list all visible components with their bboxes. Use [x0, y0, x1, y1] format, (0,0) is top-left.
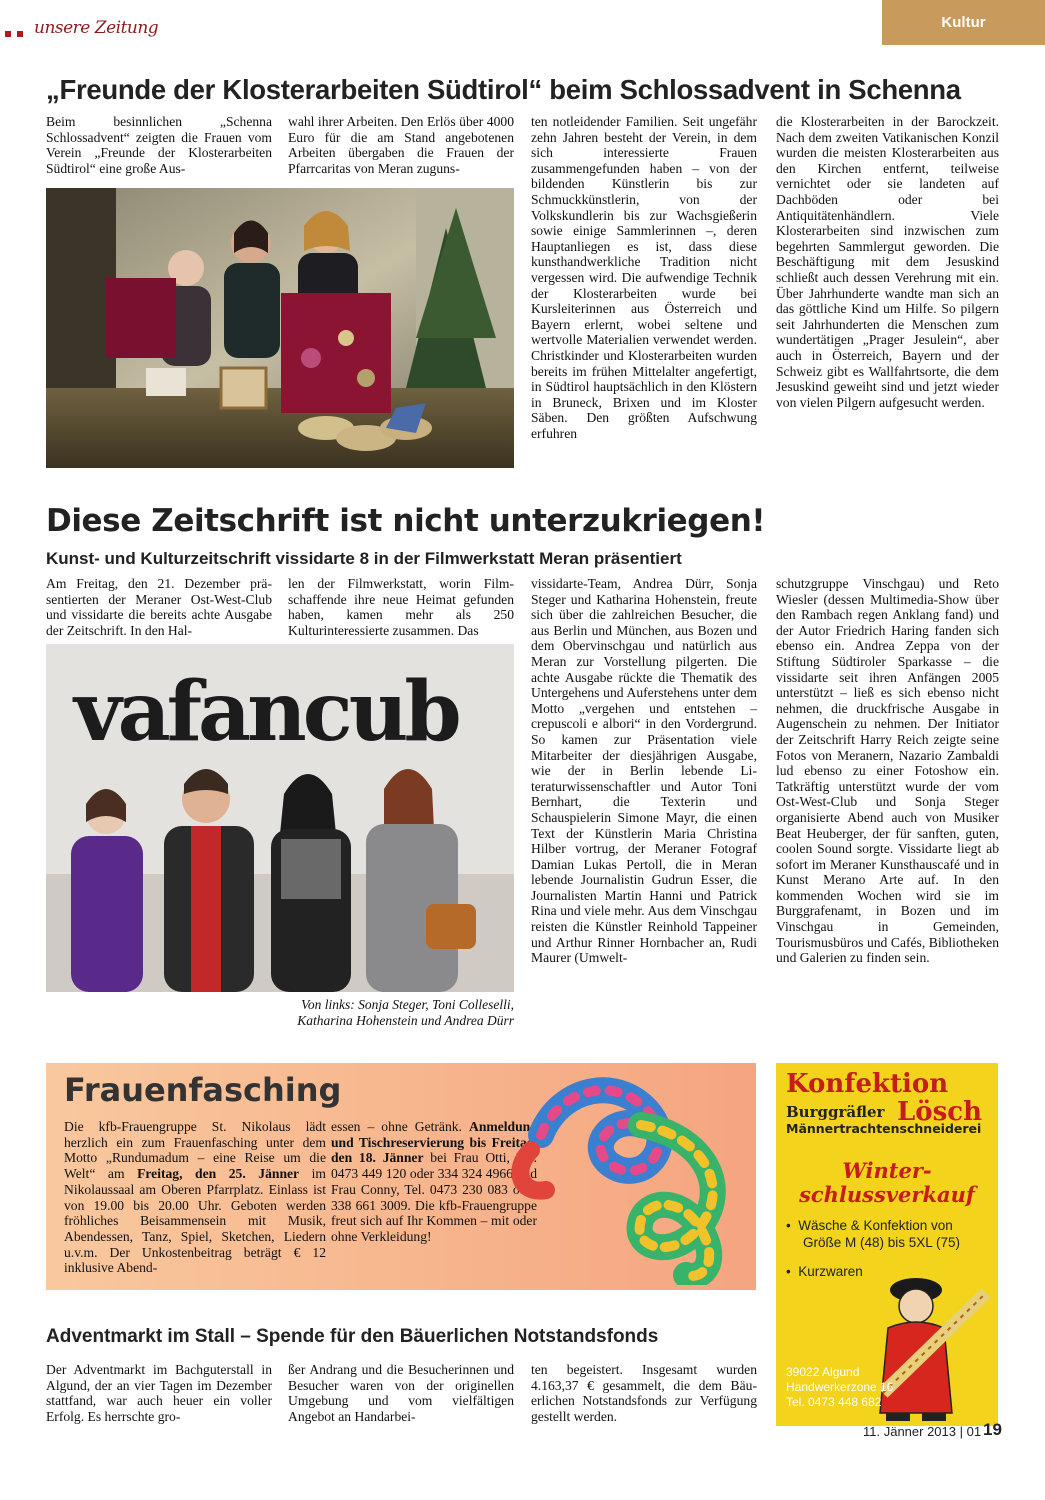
section-tab: Kultur [882, 0, 1045, 45]
ad-loesch: Lösch [897, 1097, 982, 1127]
ad-addr3: Tel. 0473 448 682 [786, 1395, 882, 1409]
ad-item1b: Größe M (48) bis 5XL (75) [803, 1235, 961, 1250]
filmwerkstatt-photo [46, 644, 514, 992]
caption-line2: Katharina Hohenstein und Andrea Dürr [297, 1013, 514, 1028]
masthead-logo: unsere Zeitung [34, 18, 159, 38]
article3-title: Adventmarkt im Stall – Spende für den Bäuerlichen Notstandsfonds [46, 1326, 659, 1347]
fasching-registration: Anmeldung und Tischreservierung bis Freitag, den 18. Jänner [331, 1119, 537, 1166]
article3-col1: Der Adventmarkt im Bachguterstall in Algund, der an vier Tagen im Dezember stattfand, war auch heuer ein voller Erfolg. Es herrschte gro- [46, 1362, 272, 1424]
fasching-text-e: bei Frau Otti, Tel. 0473 449 120 oder 334 324 4966 und Frau Conny, Tel. 0473 230 083 oder 338 661 3009. Die kfb-Frauengruppe freut sich auf Ihr Kommen – mit oder ohne Verkleidung! [331, 1150, 538, 1244]
masthead-square [5, 31, 11, 37]
article3-col3: ten begeistert. Insgesamt wurden 4.163,37 € gesammelt, die dem Bäuerlichen Notstandsfonds zur Verfügung gestellt werden. [531, 1362, 757, 1424]
fasching-text-c: im Nikolaussaal am Oberen Pfarrplatz. Einlass ist von 19.00 bis 20.00 Uhr. Geboten werden fröhliches Beisammensein mit Musik, Abendessen, Tanz, Spiel, Sketchen, Liedern u.v.m. Der Unkostenbeitrag beträgt € 12 inklusive Abend- [64, 1166, 326, 1276]
ad-item1a: Wäsche & Konfektion von [798, 1218, 953, 1233]
article2-title: Diese Zeitschrift ist nicht unterzukriegen! [46, 503, 766, 539]
fasching-date: Freitag, den 25. Jänner [137, 1166, 300, 1182]
ad-burggraefler: Burggräfler [786, 1103, 885, 1121]
article2-subtitle: Kunst- und Kulturzeitschrift vissidarte 8 in der Filmwerkstatt Meran präsentiert [46, 549, 682, 568]
article3-col2: ßer Andrang und die Besucherinnen und Besucher waren von der originellen Umgebung und vom vielfältigen Angebot an Handarbei- [288, 1362, 514, 1424]
ad-item2: Kurzwaren [798, 1264, 863, 1279]
ad-address [786, 1365, 893, 1410]
klosterarbeiten-photo [46, 188, 514, 468]
ad-list-item-cont [786, 1234, 960, 1251]
ad-sale-line1: Winter- [842, 1158, 932, 1183]
article1-col2: wahl ihrer Arbeiten. Den Erlös über 4000 Euro für die am Stand angebotenen Arbeiten übergaben die Frauen der Pfarrcaritas von Meran zuguns- [288, 114, 514, 176]
ad-sale-line2: schlussverkauf [799, 1182, 975, 1207]
fasching-text-a: Die kfb-Frauengruppe St. Nikolaus lädt herzlich ein zum Frauenfasching unter dem Motto „Rundumadum – eine Reise um die Welt“ am [64, 1119, 326, 1182]
fasching-text-d: essen – ohne Getränk. [331, 1119, 469, 1134]
photo-caption [220, 997, 514, 1029]
article1-title: „Freunde der Klosterarbeiten Südtirol“ beim Schlossadvent in Schenna [46, 74, 961, 105]
ad-subtitle: Männertrachtenschneiderei [786, 1121, 982, 1136]
caption-line1: Von links: Sonja Steger, Toni Colleselli, [301, 997, 514, 1012]
vafancub-sign: vafancub [74, 664, 458, 760]
frauenfasching-title: Frauenfasching [64, 1071, 342, 1109]
ad-list-item: • Kurzwaren [786, 1264, 863, 1279]
konfektion-loesch-ad [776, 1063, 998, 1426]
streamer-illustration [501, 1075, 751, 1285]
ad-sale-heading [776, 1159, 998, 1207]
article1-col1: Beim besinnlichen „Schenna Schlossadvent“ zeigten die Frauen vom Verein „Freunde der Klosterarbeiten Südtirol“ eine große Aus- [46, 114, 272, 176]
ad-konfektion: Konfektion [786, 1069, 949, 1099]
ad-addr1: 39022 Algund [786, 1365, 860, 1379]
article2-col3: vissidarte-Team, Andrea Dürr, Sonja Steger und Katharina Hohenstein, freute sich über die zahlreichen Besucher, die aus Berlin und München, aus Bozen und dem Obervinschgau und natürlich aus Meran zur Vorstellung pilgerten. Die achte Ausgabe rückte die Thematik des Untergehens und Auferstehens unter dem Motto „vergehen und entstehen – crepuscoli e albori“ in den Vordergrund. So kamen zur Präsentation viele Mitarbeiter der diesjährigen Ausgabe, wie der in Berlin lebende Literaturwissenschaftler und Autor Toni Bernhart, die Texterin und Schauspielerin Simone Mayr, die einen Text der Künstlerin Maria Christina Hilber vortrug, der Meraner Fotograf Damian Lukas Pertoll, die in Meran lebende Journalistin Gudrun Esser, die Journalisten Martin Hanni und Patrick Rina und viele mehr. Aus dem Vinschgau reisten die Künstler Reinhold Tappeiner und Arthur Rinner Hornbacher an, Rudi Maurer (Umwelt- [531, 576, 757, 966]
ad-addr2: Handwerkerzone 16 [786, 1380, 894, 1394]
masthead-square [17, 31, 23, 37]
issue-date: 11. Jänner 2013 | 01 [863, 1424, 982, 1439]
article2-col2: len der Filmwerkstatt, worin Filmschaffende ihre neue Heimat gefunden haben, kamen mehr als 250 Kulturinteressierte zusammen. Das [288, 576, 514, 638]
frauenfasching-box [46, 1063, 756, 1290]
article2-col1: Am Freitag, den 21. Dezember präsentierten der Meraner Ost-West-Club und vissidarte die bereits achte Ausgabe der Zeitschrift. In den Hal- [46, 576, 272, 638]
article1-col3: ten notleidender Familien. Seit ungefähr zehn Jahren besteht der Verein, in dem sich interessierte Frauen zusammengefunden haben – von der bildenden Künstlerin bis zur Schmuckkünstlerin, von der Volkskundlerin bis zur Wachsgießerin sowie einige Sammlerinnen –, deren Hauptanliegen es ist, dass diese kunsthandwerkliche Tradition nicht vergessen wird. Die aufwendige Technik der Klosterarbeiten wurde bei Kursleiterinnen aus Österreich und Bayern erlernt, wobei seltene und wertvolle Materialien verwendet werden. Christkinder und Klosterarbeiten wurden bereits im frühen Mittelalter angefertigt, in Südtirol hauptsächlich in den Klöstern in Bruneck, Brixen und im Kloster Säben. Den größten Aufschwung erfuhren [531, 114, 757, 441]
article1-col4: die Klosterarbeiten in der Barockzeit. Nach dem zweiten Vatikanischen Konzil wurden die meisten Klosterarbeiten aus den Kirchen entfernt, teilweise vernichtet oder sie landeten auf Dachböden oder bei Antiquitätenhändlern. Viele Klosterarbeiten sind inzwischen zum begehrten Sammlergut geworden. Die Beschäftigung mit dem Jesuskind schließt auch dessen Verehrung mit ein. Über Jahrhunderte wandte man sich an das göttliche Kind um Hilfe. So pilgern seit Jahrhunderten die Menschen zum wundertätigen „Prager Jesulein“, aber auch in Österreich, Bayern und der Schweiz gibt es Wallfahrtsorte, die dem Jesuskind geweiht sind und jetzt wieder von vielen Pilgern aufgesucht werden. [776, 114, 999, 410]
ad-list-item: • Wäsche & Konfektion von [786, 1218, 953, 1233]
page-number: 19 [983, 1420, 1002, 1439]
frauenfasching-col1 [64, 1119, 326, 1276]
article2-col4: schutzgruppe Vinschgau) und Reto Wiesler (dessen Multimedia-Show über den Rambach regen Anklang fand) und der Autor Friedrich Haring fanden sich ebenso ein. Andrea Zeppa von der Stiftung Südtiroler Sparkasse – die vissidarte seit ihren Anfängen 2005 unterstützt – ließ es sich ebenso nicht nehmen, die druckfrische Ausgabe in Augenschein zu nehmen. Der Initiator der Zeitschrift Harry Reich zeigte seine Fotos von Meranern, Nazario Zambaldi lud ebenso zu einer Fotoshow ein. Tatkräftig unterstützt wurde der vom Ost-West-Club und Sonja Steger organisierte Abend auch von Musiker Beat Heuberger, der für sanften, guten, coolen Sound sorgte. Vissidarte liegt ab sofort im Meraner Kunsthauscafé und in Kunst Merano Arte auf. In den kommenden Wochen wird sie im Burggrafenamt, in Bozen und im Vinschgau in Gemeinden, Tourismusbüros und Cafés, Bibliotheken und Galerien zu finden sein. [776, 576, 999, 966]
